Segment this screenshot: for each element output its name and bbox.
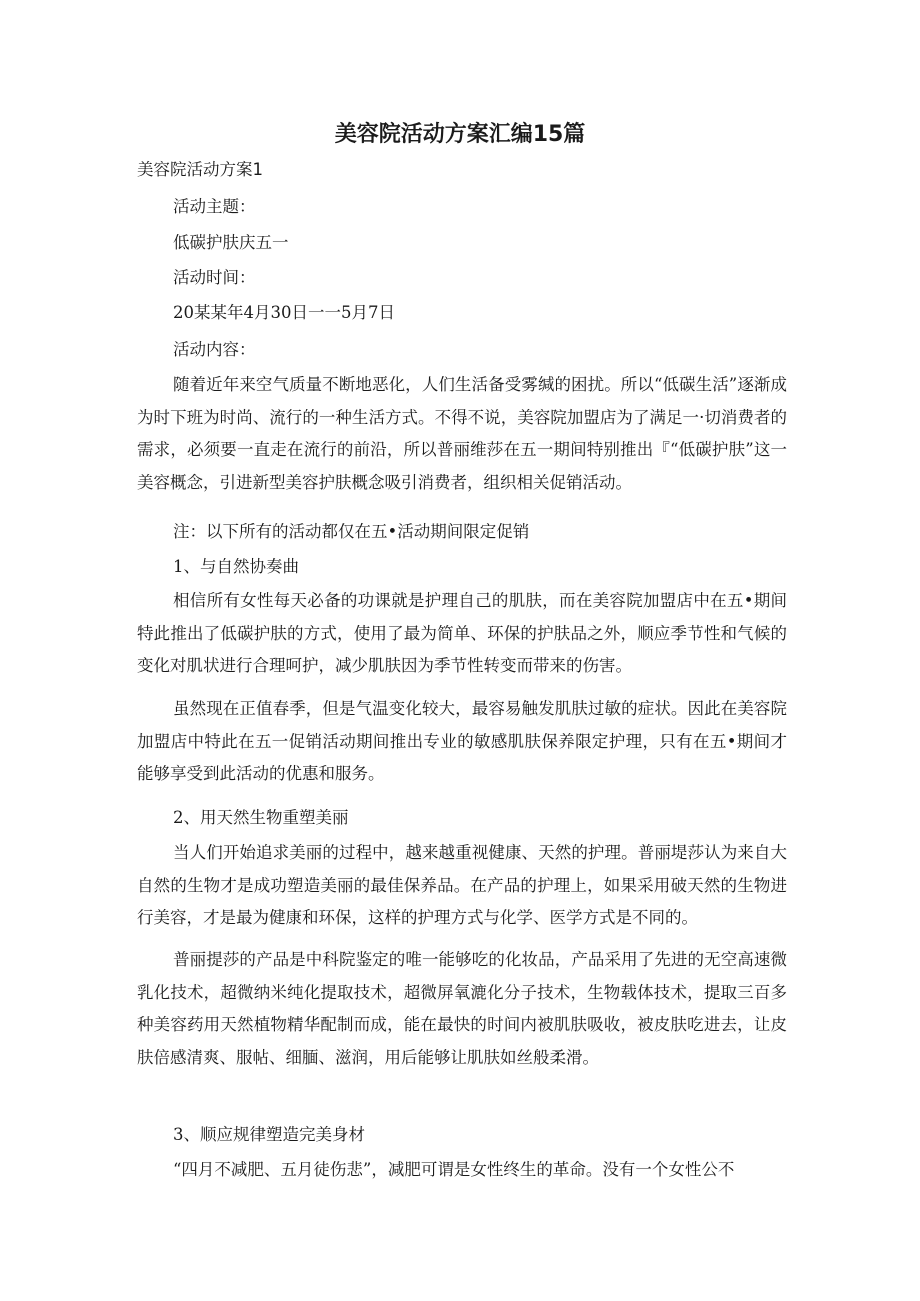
intro-paragraph: 随着近年来空气质量不断地恶化，人们生活备受雾缄的困扰。所以“低碳生活”逐渐成为时下班为时尚、流行的一种生活方式。不得不说，美容院加盟店为了满足一·切消费者的需求，必须要一直走在流行的前沿，所以普丽维莎在五一期间特别推出『“低碳护肤”这一美容概念，引进新型美容护肤概念吸引消费者，组织相关促销活动。 [137,375,787,492]
section-title: 美容院活动方案1 [137,160,263,179]
item3-paragraph-1: “四月不减肥、五月徒伤悲”，减肥可谓是女性终生的革命。没有一个女性公不 [173,1160,735,1179]
item2-heading: 2、用天然生物重塑美丽 [173,808,349,827]
note: 注：以下所有的活动都仅在五•活动期间限定促销 [173,522,530,541]
item2-paragraph-1: 当人们开始追求美丽的过程中，越来越重视健康、天然的护理。普丽堤莎认为来自大自然的生物才是成功塑造美丽的最佳保养品。在产品的护理上，如果采用破天然的生物进行美容，才是最为健康和环保，这样的护理方式与化学、医学方式是不同的。 [137,843,787,927]
time-label: 活动时间： [173,268,256,287]
item2-paragraph-2: 普丽提莎的产品是中科院鉴定的唯一能够吃的化妆品，产品采用了先进的无空高速微乳化技术，超微纳米纯化提取技术，超微屏氧漉化分子技术，生物载体技术，提取三百多种美容药用天然植物精华配制而成，能在最快的时间内被肌肤吸收，被皮肤吃进去，让皮肤倍感清爽、服帖、细腼、滋润，用后能够让肌肤如丝般柔滑。 [137,950,787,1067]
time-value: 20某某年4月30日一一5月7日 [173,303,395,322]
item3-heading: 3、顺应规律塑造完美身材 [173,1125,365,1144]
document-title: 美容院活动方案汇编15篇 [334,122,586,147]
content-label: 活动内容： [173,340,256,359]
item1-paragraph-2: 虽然现在正值春季，但是气温变化较大，最容易触发肌肤过敏的症状。因此在美容院加盟店中特此在五一促销活动期间推出专业的敏感肌肤保养限定护理，只有在五•期间才能够享受到此活动的优惠和服务。 [137,699,787,783]
theme-value: 低碳护肤庆五一 [173,233,289,252]
item1-heading: 1、与自然协奏曲 [173,557,299,576]
item1-paragraph-1: 相信所有女性每天必备的功课就是护理自己的肌肤，而在美容院加盟店中在五•期间特此推出了低碳护肤的方式，使用了最为简单、环保的护肤品之外，顺应季节性和气候的变化对肌状进行合理呵护，减少肌肤因为季节性转变而带来的伤害。 [137,591,787,675]
theme-label: 活动主题： [173,197,256,216]
